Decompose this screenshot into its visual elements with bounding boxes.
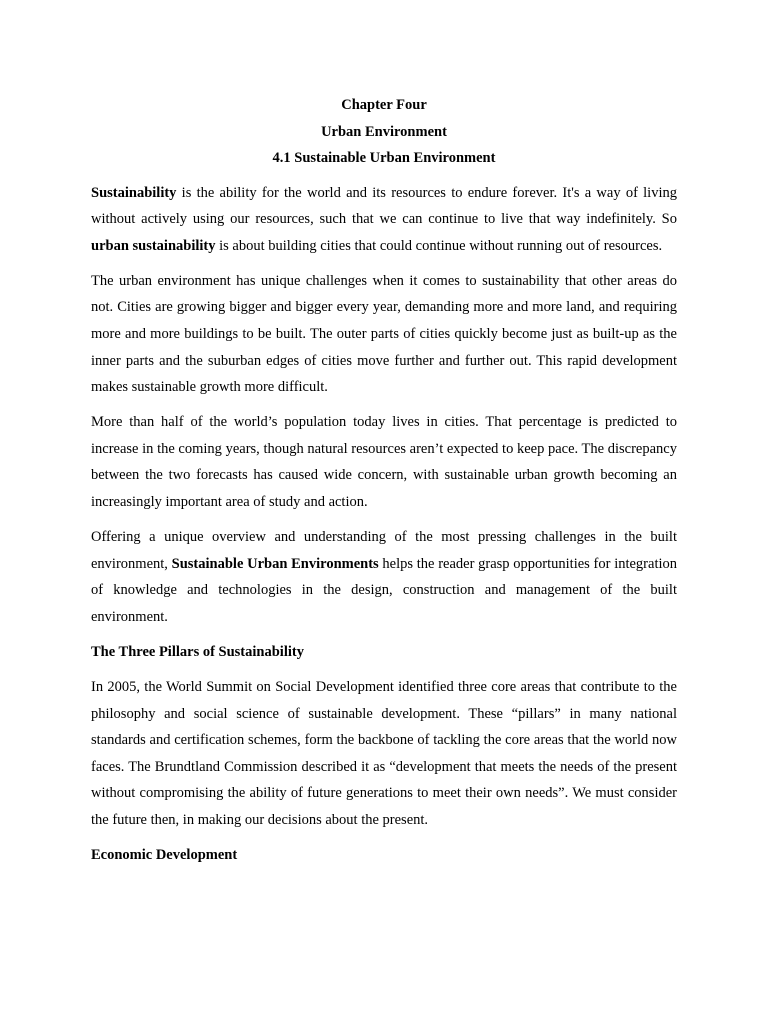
paragraph-text: is the ability for the world and its resources to endure forever. It's a way of living without actively using our resources, such that we can continue to live that way indefinitely. So <box>91 184 677 228</box>
paragraph-text: helps the reader grasp opportunities for integration of knowledge and technologies in the design, construction and management of the built environment. <box>91 555 678 625</box>
section-title: 4.1 Sustainable Urban Environment <box>272 150 496 166</box>
paragraph-sustainability <box>91 180 677 260</box>
paragraph-world-summit: In 2005, the World Summit on Social Development identified three core areas that contribute to the philosophy and social science of sustainable development. These “pillars” in many national standards and certification schemes, form the backbone of tackling the core areas that the world now faces. The Brundtland Commission described it as “development that meets the needs of the present without compromising the ability of future generations to meet their own needs”. We must consider the future then, in making our decisions about the present. <box>91 679 677 829</box>
chapter-number-title: Chapter Four <box>341 97 427 113</box>
document-page <box>91 92 677 877</box>
chapter-title: Urban Environment <box>321 123 447 140</box>
paragraph-text: is about building cities that could continue without running out of resources. <box>215 237 663 254</box>
paragraph-urban-challenges: The urban environment has unique challenges when it comes to sustainability that other areas do not. Cities are growing bigger and bigger every year, demanding more and more land, and requiring more and more buildings to be built. The outer parts of cities quickly become just as built-up as the inner parts and the suburban edges of cities move further and further out. This rapid development makes sustainable growth more difficult. <box>91 272 677 396</box>
term-sustainability: Sustainability <box>91 184 177 201</box>
term-urban-sustainability: urban sustainability <box>91 237 216 254</box>
heading-economic-development: Economic Development <box>91 847 238 864</box>
paragraph-sustainable-urban-environments <box>91 524 677 630</box>
paragraph-population: More than half of the world’s population today lives in cities. That percentage is predicted to increase in the coming years, though natural resources aren’t expected to keep pace. The discrepancy between the two forecasts has caused wide concern, with sustainable urban growth becoming an increasingly important area of study and action. <box>91 414 677 511</box>
paragraph-text: Offering a unique overview and understanding of the most pressing challenges in the built environment, <box>91 529 677 572</box>
term-sustainable-urban-environments: Sustainable Urban Environments <box>171 555 379 572</box>
heading-three-pillars: The Three Pillars of Sustainability <box>91 644 304 660</box>
